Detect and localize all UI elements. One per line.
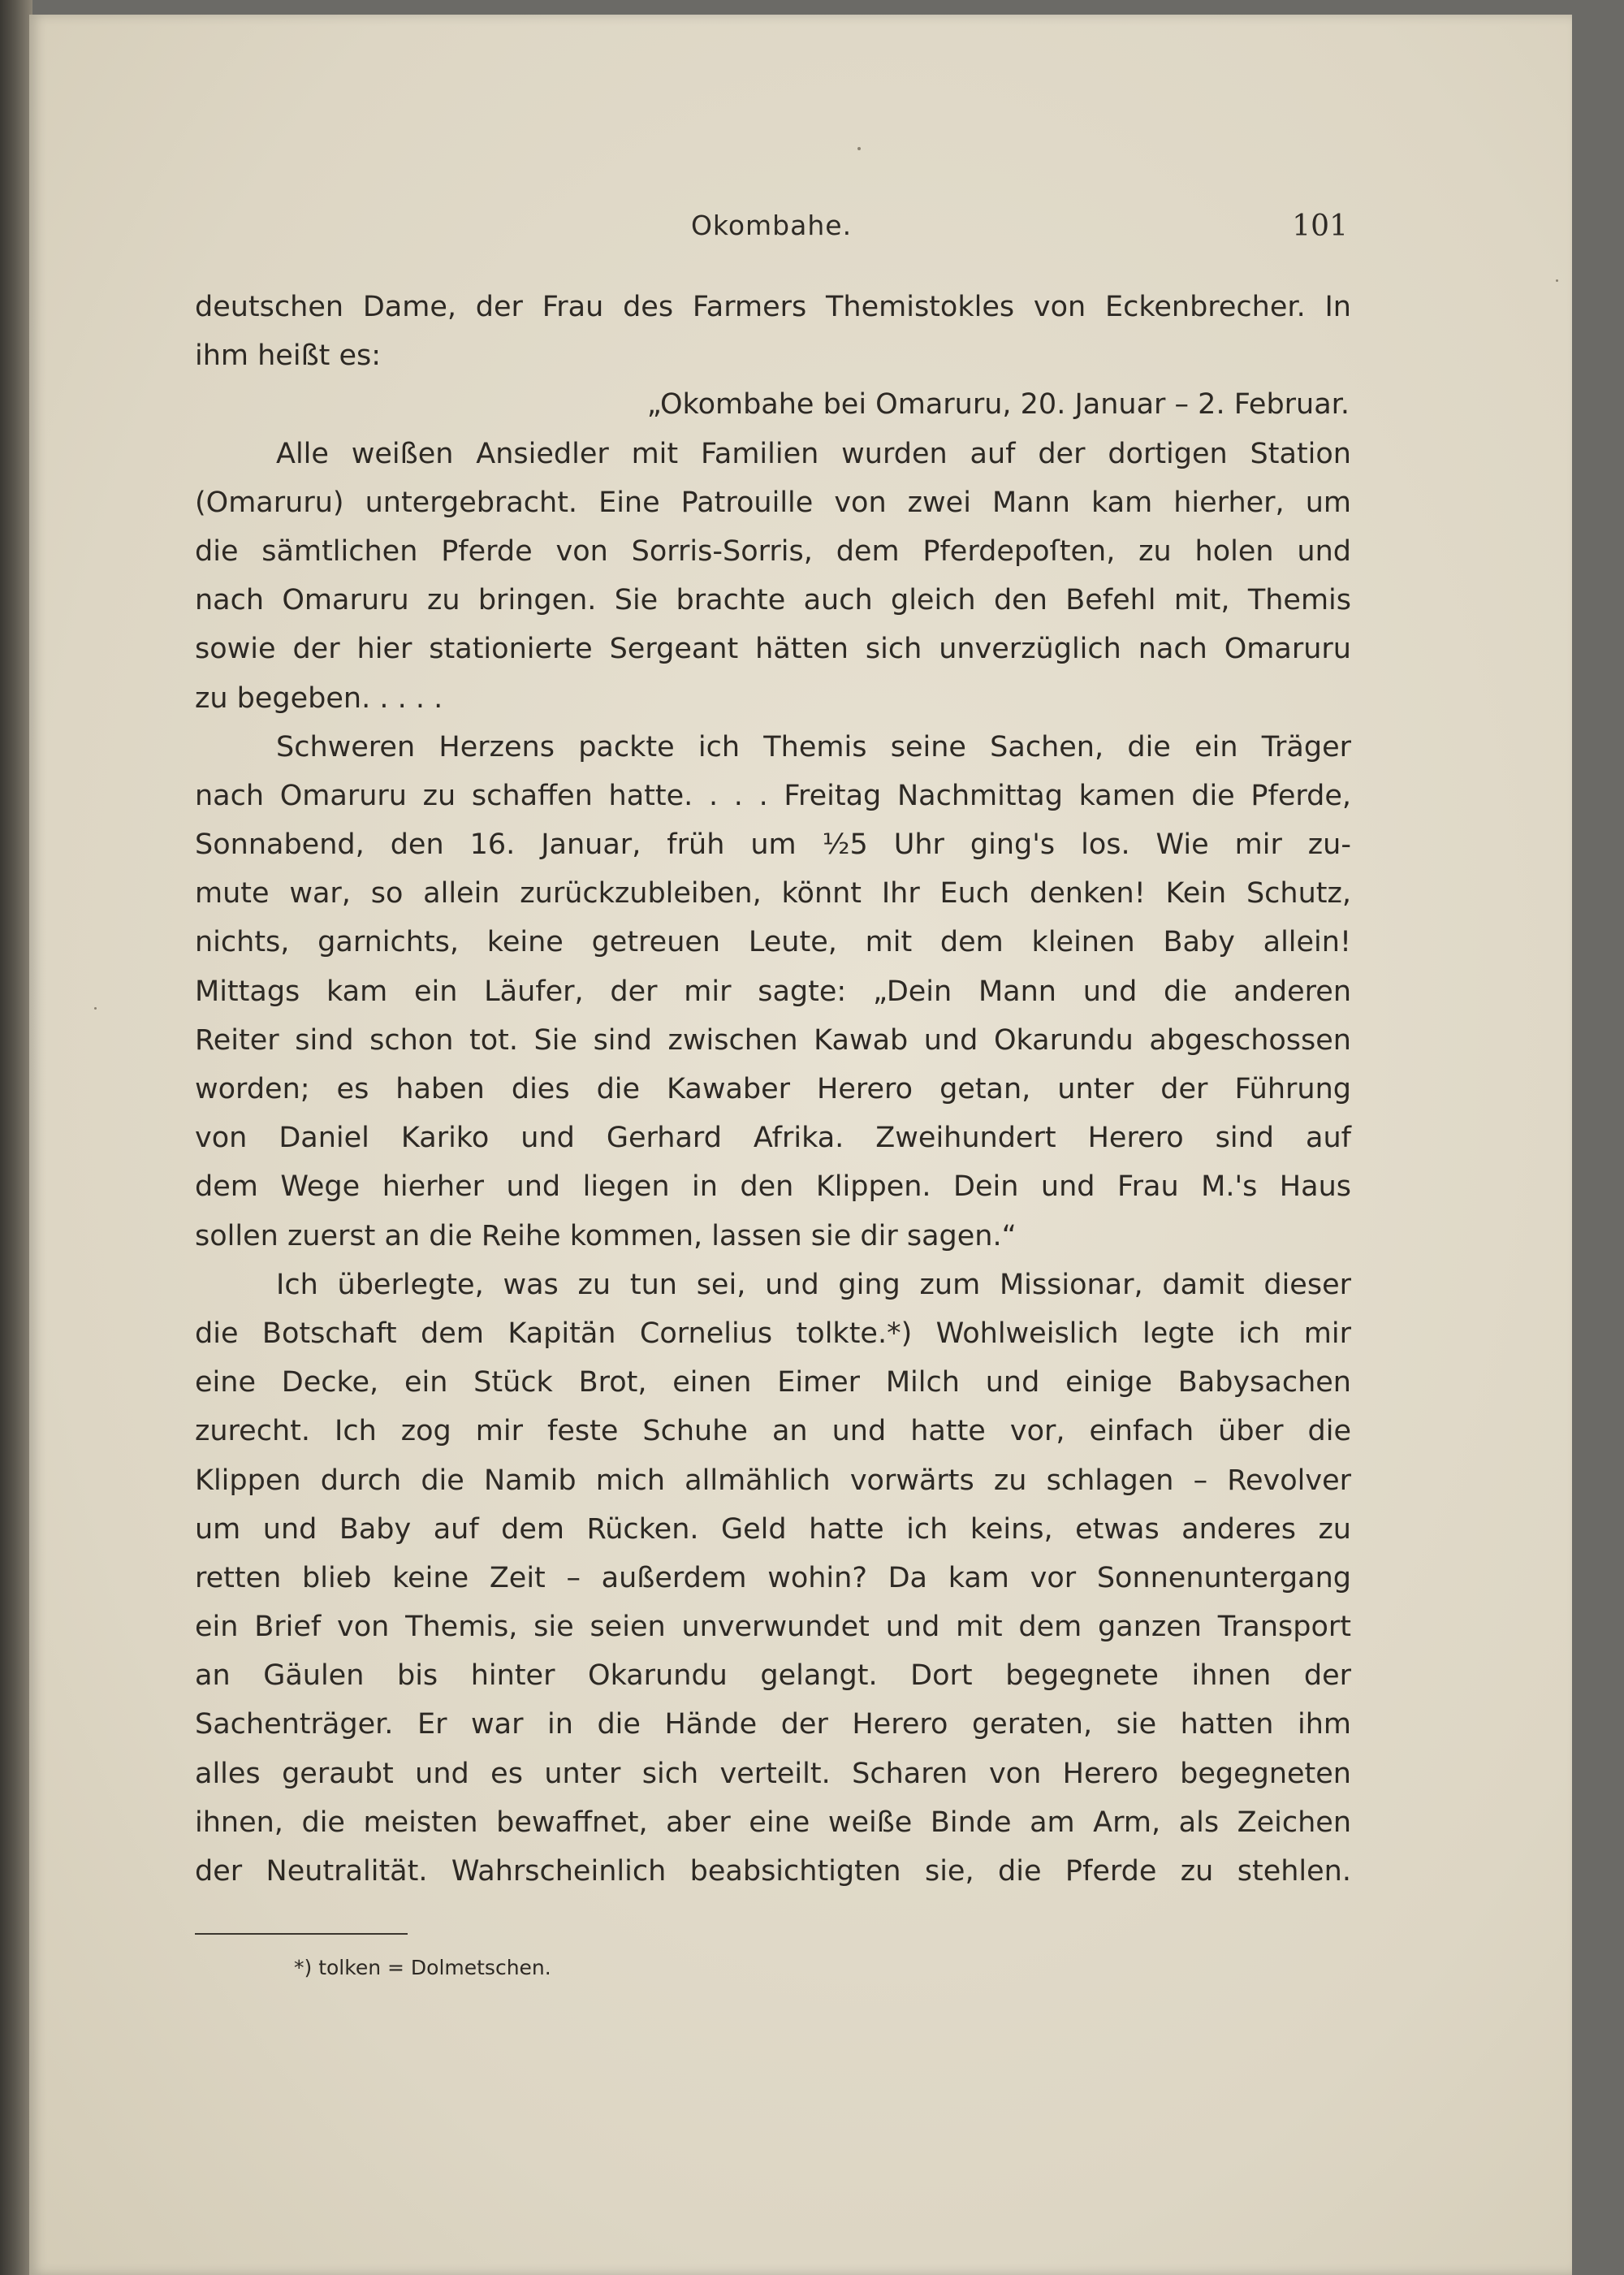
footnote: *) tolken = Dolmetschen. [294, 1956, 551, 1979]
text-line: nach Omaruru zu schaffen hatte. . . . Freitag Nachmittag kamen die Pferde, [195, 779, 1351, 812]
text-line: Reiter sind schon tot. Sie sind zwischen Kawab und Okarundu abgeschossen [195, 1023, 1351, 1057]
page-number: 101 [1292, 210, 1348, 243]
text-line: (Omaruru) untergebracht. Eine Patrouille von zwei Mann kam hierher, um [195, 486, 1351, 519]
text-line: worden; es haben dies die Kawaber Herero getan, unter der Führung [195, 1073, 1351, 1105]
text-line: Sonnabend, den 16. Januar, früh um ½5 Uhr ging's los. Wie mir zu- [195, 828, 1351, 862]
text-line: Sachenträger. Er war in die Hände der Herero geraten, sie hatten ihm [195, 1708, 1351, 1741]
text-line: an Gäulen bis hinter Okarundu gelangt. Dort begegnete ihnen der [195, 1659, 1351, 1693]
text-line: zu begeben. . . . . [195, 681, 443, 715]
text-line: mute war, so allein zurückzubleiben, könnt Ihr Euch denken! Kein Schutz, [195, 877, 1351, 910]
page-header [195, 210, 1348, 250]
text-line: von Daniel Kariko und Gerhard Afrika. Zweihundert Herero sind auf [195, 1122, 1351, 1155]
text-line: ein Brief von Themis, sie seien unverwundet und mit dem ganzen Transport [195, 1611, 1351, 1644]
text-line: Schweren Herzens packte ich Themis seine Sachen, die ein Träger [276, 730, 1351, 763]
book-spine-edge [0, 0, 32, 2275]
text-line: die sämtlichen Pferde von Sorris-Sorris, dem Pferdepoſten, zu holen und [195, 534, 1351, 568]
text-line: dem Wege hierher und liegen in den Klippen. Dein und Frau M.'s Haus [195, 1170, 1351, 1204]
body-text [195, 283, 1351, 1896]
text-line: die Botschaft dem Kapitän Cornelius tolkte.*) Wohlweislich legte ich mir [195, 1317, 1351, 1350]
text-line: Klippen durch die Namib mich allmählich vorwärts zu schlagen – Revolver [195, 1464, 1351, 1497]
paper-speck [94, 1007, 97, 1010]
text-line: alles geraubt und es unter sich verteilt. Scharen von Herero begegneten [195, 1757, 1351, 1790]
text-line: sowie der hier stationierte Sergeant hätten sich unverzüglich nach Omaruru [195, 633, 1351, 666]
text-line: ihm heißt es: [195, 340, 382, 373]
text-line: zurecht. Ich zog mir feste Schuhe an und hatte vor, einfach über die [195, 1415, 1351, 1448]
text-line: ihnen, die meisten bewaffnet, aber eine weiße Binde am Arm, als Zeichen [195, 1806, 1351, 1839]
footnote-rule [195, 1933, 408, 1935]
paper-speck [857, 147, 861, 150]
text-line: nichts, garnichts, keine getreuen Leute, mit dem kleinen Baby allein! [195, 926, 1351, 959]
text-line: retten blieb keine Zeit – außerdem wohin? Da kam vor Sonnenuntergang [195, 1561, 1351, 1594]
text-line: nach Omaruru zu bringen. Sie brachte auch gleich den Befehl mit, Themis [195, 584, 1351, 617]
text-line: Ich überlegte, was zu tun sei, und ging zum Missionar, damit dieser [276, 1268, 1351, 1301]
text-line: Mittags kam ein Läufer, der mir sagte: „Dein Mann und die anderen [195, 975, 1351, 1008]
text-line: deutschen Dame, der Frau des Farmers Themistokles von Eckenbrecher. In [195, 291, 1351, 323]
text-line: um und Baby auf dem Rücken. Geld hatte ich keins, etwas anderes zu [195, 1512, 1351, 1546]
text-line: Alle weißen Ansiedler mit Familien wurden auf der dortigen Station [276, 437, 1351, 470]
text-line: eine Decke, ein Stück Brot, einen Eimer Milch und einige Babysachen [195, 1366, 1351, 1399]
paper-speck [1556, 279, 1558, 282]
letter-dateline: „Okombahe bei Omaruru, 20. Januar – 2. Februar. [646, 388, 1350, 422]
text-line: sollen zuerst an die Reihe kommen, lassen sie dir sagen.“ [195, 1219, 1017, 1252]
running-title: Okombahe. [690, 210, 853, 241]
text-line: der Neutralität. Wahrscheinlich beabsichtigten sie, die Pferde zu stehlen. [195, 1855, 1351, 1888]
